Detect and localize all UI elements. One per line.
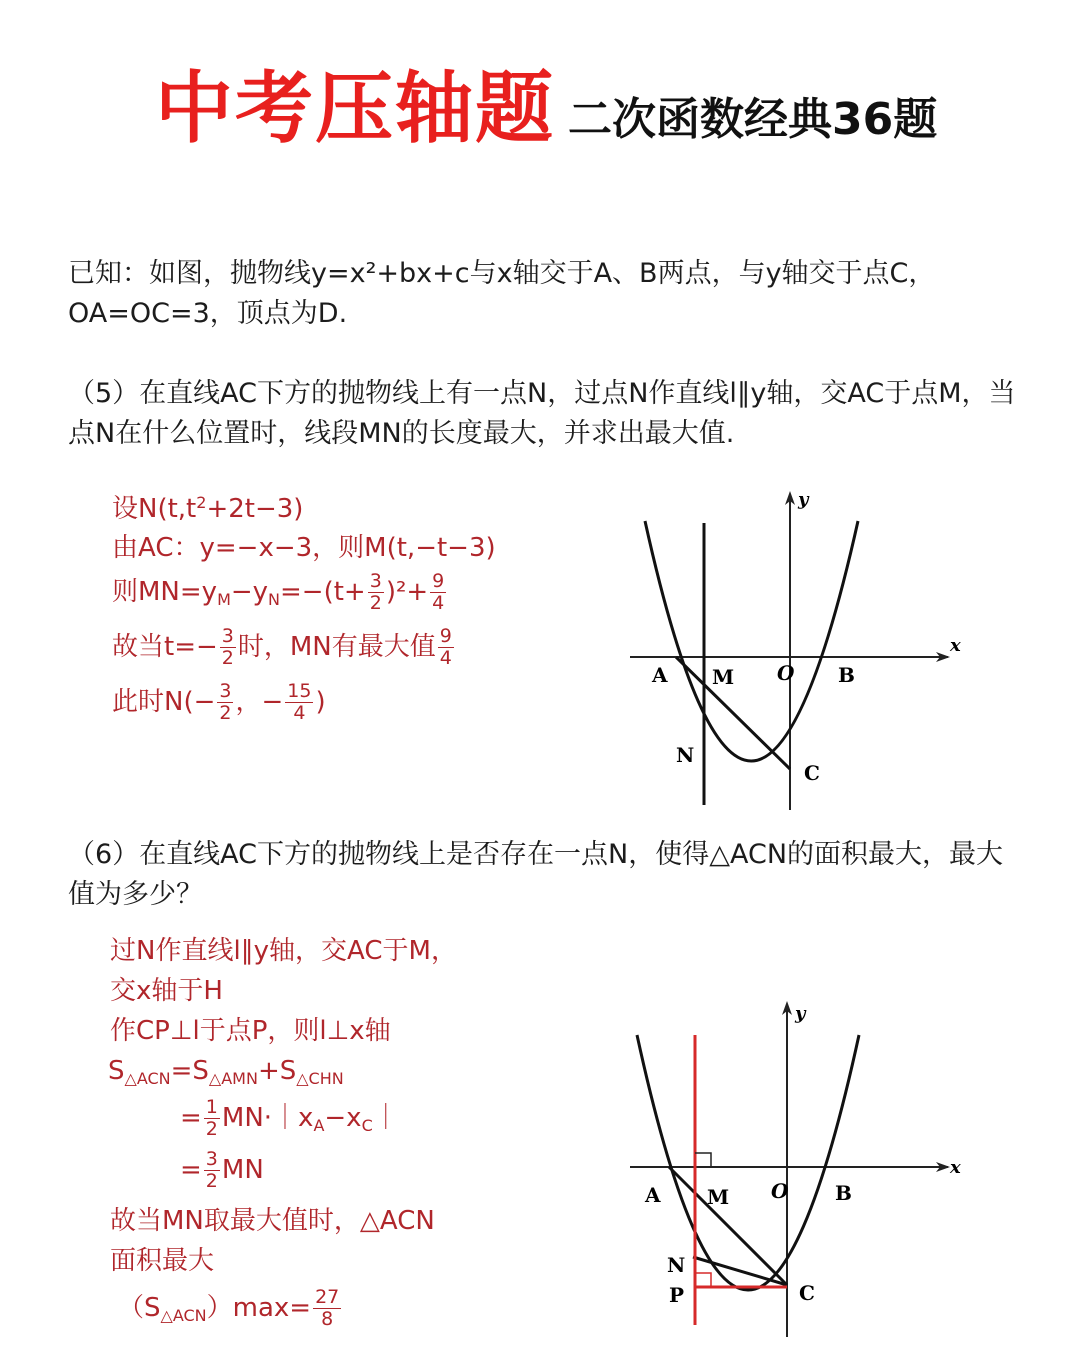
numerator: 1 [205, 1096, 218, 1118]
denominator: 2 [369, 592, 382, 614]
text: =−(t+ [280, 577, 366, 607]
right-angle-mark-p [695, 1273, 711, 1287]
text: ｜ [372, 1103, 399, 1133]
text: )²+ [385, 577, 429, 607]
part6-sol-line-1: 过N作直线l∥y轴，交AC于M， [110, 936, 457, 966]
denominator: 2 [221, 647, 234, 669]
fraction [204, 1150, 220, 1191]
denominator: 2 [205, 1170, 218, 1192]
fraction [204, 1098, 220, 1139]
part6-sol-line-5 [180, 1098, 399, 1139]
denominator: 4 [293, 702, 306, 724]
part5-sol-line-5 [112, 682, 326, 723]
part6-sol-line-4 [108, 1058, 344, 1087]
label-n: N [676, 743, 695, 767]
denominator: 8 [321, 1308, 334, 1330]
part6-sol-line-8: 面积最大 [110, 1246, 215, 1276]
label-c: C [799, 1281, 815, 1305]
figure-1-parabola [620, 485, 965, 815]
fraction [220, 627, 236, 668]
label-o: O [777, 661, 795, 685]
label-y: y [795, 1003, 806, 1024]
text: = [180, 1155, 202, 1185]
figure-2-parabola [615, 995, 965, 1340]
text: 则MN=y [112, 577, 218, 607]
part6-question [68, 835, 1018, 915]
part5-question-text: （5）在直线AC下方的抛物线上有一点N，过点N作直线l∥y轴，交AC于点M，当点N在什么位置时，线段MN的长度最大，并求出最大值. [68, 378, 1016, 449]
label-n: N [667, 1253, 686, 1277]
text: MN [221, 1155, 264, 1185]
part5-sol-line-3 [112, 572, 448, 613]
numerator: 27 [315, 1286, 340, 1308]
part6-question-text: （6）在直线AC下方的抛物线上是否存在一点N，使得△ACN的面积最大，最大值为多少？ [68, 839, 1004, 910]
text: =S [170, 1056, 209, 1086]
part6-sol-line-3: 作CP⊥l于点P，则l⊥x轴 [110, 1016, 391, 1046]
numerator: 3 [369, 570, 382, 592]
problem-given [68, 254, 1018, 334]
text: +S [257, 1056, 297, 1086]
fraction [217, 682, 233, 723]
part6-sol-line-9 [118, 1288, 343, 1329]
denominator: 4 [432, 592, 445, 614]
page-title: 中考压轴题 [155, 64, 556, 154]
fraction [285, 682, 313, 723]
given-line-2: OA=OC=3，顶点为D. [68, 298, 348, 329]
part6-sol-line-2: 交x轴于H [110, 976, 223, 1006]
label-x: x [950, 635, 961, 656]
part6-sol-line-7: 故当MN取最大值时，△ACN [110, 1206, 435, 1236]
subscript: N [268, 590, 281, 609]
page-subtitle: 二次函数经典36题 [568, 94, 938, 145]
part5-sol-line-4 [112, 627, 456, 668]
numerator: 9 [439, 625, 452, 647]
subscript: △ACN [124, 1069, 171, 1088]
text: ，− [235, 687, 284, 717]
label-m: M [712, 665, 735, 689]
label-a: A [645, 1183, 661, 1207]
fraction [368, 572, 384, 613]
text: （S [118, 1293, 161, 1323]
right-angle-mark-h [695, 1153, 711, 1167]
fraction [313, 1288, 341, 1329]
numerator: 9 [432, 570, 445, 592]
label-o: O [771, 1179, 789, 1203]
part5-sol-line-2: 由AC：y=−x−3，则M(t,−t−3) [112, 533, 496, 563]
label-b: B [835, 1181, 852, 1205]
numerator: 3 [205, 1148, 218, 1170]
superscript: 2 [196, 493, 207, 512]
denominator: 2 [205, 1118, 218, 1140]
parabola-curve [645, 521, 858, 761]
label-x: x [950, 1157, 961, 1178]
denominator: 4 [439, 647, 452, 669]
text: ）max= [206, 1293, 312, 1323]
part5-question [68, 374, 1018, 454]
numerator: 3 [221, 625, 234, 647]
label-b: B [838, 663, 855, 687]
subscript: △ACN [160, 1306, 207, 1325]
fraction [430, 572, 446, 613]
label-y: y [798, 489, 809, 510]
numerator: 3 [219, 680, 232, 702]
text: 故当t=− [112, 632, 218, 662]
text: 此时N(− [112, 687, 216, 717]
part6-sol-line-6 [180, 1150, 264, 1191]
fraction [438, 627, 454, 668]
text: MN·｜x [221, 1103, 314, 1133]
label-c: C [804, 761, 820, 785]
numerator: 15 [287, 680, 312, 702]
label-a: A [652, 663, 668, 687]
subscript: M [217, 590, 231, 609]
part5-sol-line-1 [112, 495, 303, 522]
denominator: 2 [219, 702, 232, 724]
given-line-1: 已知：如图，抛物线y=x²+bx+c与x轴交于A、B两点，与y轴交于点C， [68, 258, 936, 289]
subscript: △AMN [208, 1069, 258, 1088]
label-m: M [707, 1185, 730, 1209]
text: −x [324, 1103, 362, 1133]
parabola-curve [637, 1035, 859, 1290]
text: −y [230, 577, 269, 607]
text: +2t−3) [206, 494, 304, 524]
text: 时，MN有最大值 [237, 632, 436, 662]
text: = [180, 1103, 202, 1133]
subscript: C [361, 1116, 373, 1135]
subscript: △CHN [296, 1069, 344, 1088]
label-p: P [669, 1283, 685, 1307]
text: ) [315, 687, 326, 717]
subscript: A [313, 1116, 325, 1135]
text: 设N(t,t [112, 494, 197, 524]
text: S [108, 1056, 125, 1086]
